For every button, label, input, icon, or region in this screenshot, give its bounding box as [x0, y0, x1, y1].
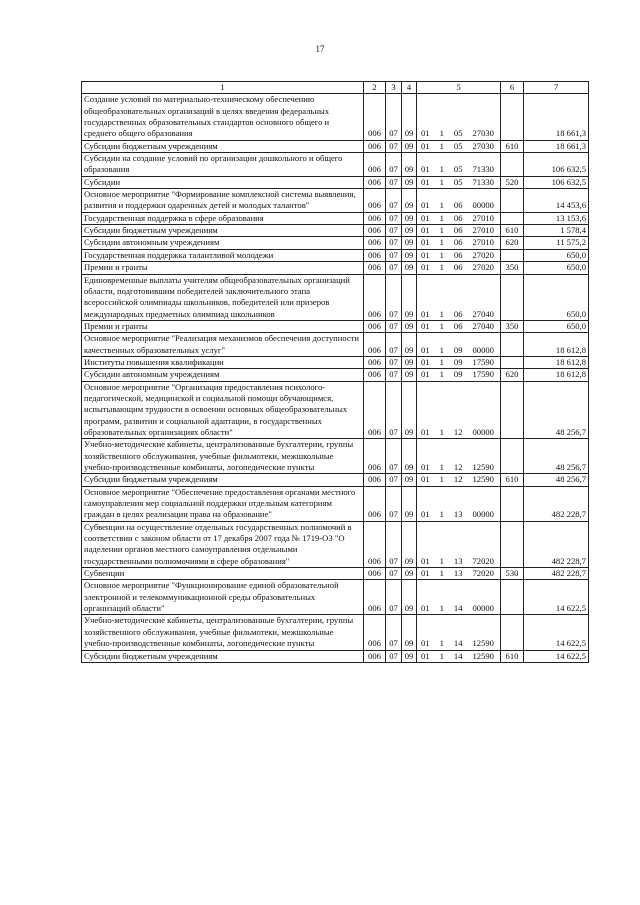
row-csr [417, 369, 501, 381]
csr-part: 14 [453, 638, 463, 649]
csr-part: 27030 [472, 140, 494, 151]
row-name: Субсидии автономным учреждениям [82, 369, 364, 381]
csr-part: 01 [421, 225, 430, 236]
row-code-4: 09 [402, 189, 417, 213]
row-code-4: 09 [402, 333, 417, 357]
csr-part: 27010 [472, 237, 494, 248]
row-name: Субсидии бюджетным учреждениям [82, 474, 364, 486]
row-name: Субсидии бюджетным учреждениям [82, 650, 364, 662]
row-code-2: 006 [364, 94, 386, 140]
row-sum: 650,0 [524, 262, 589, 274]
csr-part: 1 [439, 308, 444, 319]
row-code-4: 09 [402, 486, 417, 521]
row-name: Субвенции на осуществление отдельных государственных полномочий в соответствии с законом области от 17 декабря 2007 года № 1719-ОЗ "О наделении органов местного самоуправления отдельными государственными полномочиями в сфере образования" [82, 521, 364, 567]
row-code-2: 006 [364, 521, 386, 567]
row-sum: 18 612,8 [524, 369, 589, 381]
csr-part: 1 [439, 509, 444, 520]
row-code-2: 006 [364, 189, 386, 213]
csr-part: 1 [439, 638, 444, 649]
row-code-3: 07 [386, 94, 402, 140]
csr-part: 1 [439, 462, 444, 472]
csr-part: 71330 [472, 176, 494, 187]
header-cell: 5 [417, 82, 501, 94]
csr-part: 06 [453, 262, 463, 273]
csr-part: 00000 [472, 200, 494, 211]
table-row [82, 140, 589, 152]
csr-part: 27020 [472, 249, 494, 260]
table-row [82, 439, 589, 474]
csr-part: 1 [439, 225, 444, 236]
row-sum: 14 622,5 [524, 650, 589, 662]
row-code-4: 09 [402, 153, 417, 177]
row-code-4: 09 [402, 176, 417, 188]
row-csr [417, 615, 501, 650]
row-csr [417, 237, 501, 249]
row-code-4: 09 [402, 615, 417, 650]
csr-part: 27010 [472, 212, 494, 223]
row-name: Субвенции [82, 568, 364, 580]
row-vr [501, 580, 524, 615]
csr-part: 00000 [472, 344, 494, 355]
row-sum: 14 453,6 [524, 189, 589, 213]
table-row [82, 274, 589, 320]
row-sum: 14 622,5 [524, 580, 589, 615]
row-code-3: 07 [386, 356, 402, 368]
csr-part: 01 [421, 262, 430, 273]
csr-part: 06 [453, 237, 463, 248]
csr-part: 06 [453, 225, 463, 236]
row-sum: 18 612,8 [524, 356, 589, 368]
row-code-4: 09 [402, 237, 417, 249]
row-code-3: 07 [386, 274, 402, 320]
row-csr [417, 568, 501, 580]
csr-part: 01 [421, 509, 430, 520]
row-vr: 350 [501, 262, 524, 274]
row-name: Основное мероприятие "Формирование комплексной системы выявления, развития и поддержки одаренных детей и молодых талантов" [82, 189, 364, 213]
csr-part: 00000 [472, 426, 494, 437]
row-code-2: 006 [364, 650, 386, 662]
row-name: Институты повышения квалификации [82, 356, 364, 368]
csr-part: 09 [453, 356, 463, 367]
csr-part: 00000 [472, 603, 494, 614]
row-code-2: 006 [364, 381, 386, 439]
row-sum: 650,0 [524, 274, 589, 320]
row-code-3: 07 [386, 580, 402, 615]
csr-part: 1 [439, 249, 444, 260]
row-name: Основное мероприятие "Организация предоставления психолого-педагогической, медицинской и социальной помощи обучающимся, испытывающим трудности в освоении основных общеобразовательных программ, развитии и социальной адаптации, в государственных образовательных организациях области" [82, 381, 364, 439]
csr-part: 72020 [472, 568, 494, 579]
row-vr: 350 [501, 320, 524, 332]
row-code-3: 07 [386, 381, 402, 439]
row-code-4: 09 [402, 212, 417, 224]
table-row [82, 225, 589, 237]
row-code-2: 006 [364, 153, 386, 177]
row-code-4: 09 [402, 439, 417, 474]
csr-part: 1 [439, 128, 444, 139]
budget-table [81, 81, 589, 663]
row-csr [417, 274, 501, 320]
row-code-4: 09 [402, 568, 417, 580]
csr-part: 01 [421, 369, 430, 380]
row-vr [501, 153, 524, 177]
row-vr [501, 486, 524, 521]
row-csr [417, 249, 501, 261]
row-name: Основное мероприятие "Функционирование единой образовательной электронной и телекоммуникационной среды образовательных организаций области" [82, 580, 364, 615]
table-row [82, 381, 589, 439]
row-code-3: 07 [386, 140, 402, 152]
csr-part: 09 [453, 344, 463, 355]
csr-part: 09 [453, 369, 463, 380]
row-code-3: 07 [386, 249, 402, 261]
row-name: Государственная поддержка талантливой молодежи [82, 249, 364, 261]
csr-part: 1 [439, 262, 444, 273]
row-code-4: 09 [402, 262, 417, 274]
row-vr [501, 249, 524, 261]
csr-part: 12590 [472, 650, 494, 661]
table-row [82, 333, 589, 357]
csr-part: 12590 [472, 462, 494, 472]
row-code-3: 07 [386, 262, 402, 274]
csr-part: 01 [421, 650, 430, 661]
csr-part: 12 [453, 462, 463, 472]
csr-part: 01 [421, 344, 430, 355]
row-code-2: 006 [364, 320, 386, 332]
row-code-2: 006 [364, 333, 386, 357]
row-vr [501, 439, 524, 474]
header-cell: 6 [501, 82, 524, 94]
csr-part: 06 [453, 200, 463, 211]
csr-part: 00000 [472, 509, 494, 520]
table-row [82, 249, 589, 261]
row-code-3: 07 [386, 212, 402, 224]
csr-part: 1 [439, 426, 444, 437]
csr-part: 71330 [472, 164, 494, 175]
row-vr: 610 [501, 140, 524, 152]
row-vr: 530 [501, 568, 524, 580]
csr-part: 27010 [472, 225, 494, 236]
csr-part: 17590 [472, 356, 494, 367]
csr-part: 06 [453, 249, 463, 260]
header-cell: 2 [364, 82, 386, 94]
row-vr [501, 212, 524, 224]
row-code-3: 07 [386, 521, 402, 567]
table-row [82, 474, 589, 486]
header-cell: 3 [386, 82, 402, 94]
csr-part: 06 [453, 308, 463, 319]
row-name: Премии и гранты [82, 320, 364, 332]
csr-part: 01 [421, 128, 430, 139]
row-code-4: 09 [402, 474, 417, 486]
csr-part: 01 [421, 474, 430, 485]
csr-part: 05 [453, 164, 463, 175]
row-vr: 620 [501, 369, 524, 381]
row-code-2: 006 [364, 615, 386, 650]
row-csr [417, 650, 501, 662]
row-code-3: 07 [386, 474, 402, 486]
table-row [82, 615, 589, 650]
table-row [82, 486, 589, 521]
csr-part: 1 [439, 237, 444, 248]
csr-part: 1 [439, 555, 444, 566]
row-csr [417, 439, 501, 474]
row-code-4: 09 [402, 274, 417, 320]
row-code-4: 09 [402, 94, 417, 140]
row-name: Субсидии [82, 176, 364, 188]
row-sum: 18 612,8 [524, 333, 589, 357]
csr-part: 06 [453, 320, 463, 331]
row-sum: 482 228,7 [524, 568, 589, 580]
table-row [82, 94, 589, 140]
csr-part: 1 [439, 356, 444, 367]
row-sum: 650,0 [524, 249, 589, 261]
row-vr: 620 [501, 237, 524, 249]
row-vr: 610 [501, 650, 524, 662]
csr-part: 1 [439, 164, 444, 175]
csr-part: 01 [421, 555, 430, 566]
csr-part: 01 [421, 237, 430, 248]
row-code-2: 006 [364, 274, 386, 320]
row-code-3: 07 [386, 237, 402, 249]
row-code-3: 07 [386, 486, 402, 521]
row-name: Субсидии бюджетным учреждениям [82, 140, 364, 152]
row-vr [501, 333, 524, 357]
row-code-3: 07 [386, 225, 402, 237]
csr-part: 01 [421, 603, 430, 614]
header-cell: 1 [82, 82, 364, 94]
row-csr [417, 521, 501, 567]
row-sum: 48 256,7 [524, 381, 589, 439]
row-sum: 48 256,7 [524, 439, 589, 474]
row-csr [417, 189, 501, 213]
row-code-3: 07 [386, 439, 402, 474]
csr-part: 1 [439, 603, 444, 614]
csr-part: 05 [453, 140, 463, 151]
header-cell: 7 [524, 82, 589, 94]
csr-part: 27040 [472, 308, 494, 319]
row-code-2: 006 [364, 212, 386, 224]
csr-part: 01 [421, 356, 430, 367]
table-row [82, 356, 589, 368]
csr-part: 01 [421, 426, 430, 437]
header-row [82, 82, 589, 94]
row-vr: 520 [501, 176, 524, 188]
row-sum: 14 622,5 [524, 615, 589, 650]
row-code-2: 006 [364, 439, 386, 474]
row-vr: 610 [501, 225, 524, 237]
row-vr [501, 189, 524, 213]
table-row [82, 212, 589, 224]
csr-part: 1 [439, 369, 444, 380]
row-code-2: 006 [364, 262, 386, 274]
row-vr: 610 [501, 474, 524, 486]
row-csr [417, 320, 501, 332]
table-row [82, 521, 589, 567]
row-vr [501, 521, 524, 567]
table-row [82, 580, 589, 615]
row-code-4: 09 [402, 521, 417, 567]
table-row [82, 176, 589, 188]
table-row [82, 320, 589, 332]
csr-part: 1 [439, 200, 444, 211]
csr-part: 01 [421, 140, 430, 151]
row-sum: 18 661,3 [524, 94, 589, 140]
row-csr [417, 140, 501, 152]
table-row [82, 369, 589, 381]
row-sum: 482 228,7 [524, 486, 589, 521]
csr-part: 01 [421, 212, 430, 223]
row-code-4: 09 [402, 650, 417, 662]
row-code-2: 006 [364, 356, 386, 368]
csr-part: 1 [439, 320, 444, 331]
row-csr [417, 486, 501, 521]
table-row [82, 237, 589, 249]
table-row [82, 568, 589, 580]
row-code-4: 09 [402, 320, 417, 332]
row-vr [501, 615, 524, 650]
row-csr [417, 580, 501, 615]
row-code-2: 006 [364, 486, 386, 521]
row-vr [501, 94, 524, 140]
row-code-2: 006 [364, 568, 386, 580]
table-row [82, 262, 589, 274]
csr-part: 01 [421, 568, 430, 579]
csr-part: 27030 [472, 128, 494, 139]
row-name: Премии и гранты [82, 262, 364, 274]
row-name: Единовременные выплаты учителям общеобразовательных организаций области, подготовившим победителей заключительного этапа всероссийской олимпиады школьников, победителей или призеров международных предметных олимпиад школьников [82, 274, 364, 320]
row-sum: 482 228,7 [524, 521, 589, 567]
row-sum: 11 575,2 [524, 237, 589, 249]
row-code-3: 07 [386, 615, 402, 650]
page-number: 17 [315, 44, 325, 54]
csr-part: 1 [439, 474, 444, 485]
csr-part: 27020 [472, 262, 494, 273]
row-code-3: 07 [386, 568, 402, 580]
csr-part: 12590 [472, 474, 494, 485]
header-cell: 4 [402, 82, 417, 94]
table-row [82, 650, 589, 662]
row-vr [501, 381, 524, 439]
row-code-3: 07 [386, 320, 402, 332]
row-code-3: 07 [386, 189, 402, 213]
csr-part: 01 [421, 308, 430, 319]
row-code-2: 006 [364, 369, 386, 381]
csr-part: 01 [421, 176, 430, 187]
csr-part: 1 [439, 568, 444, 579]
row-sum: 106 632,5 [524, 176, 589, 188]
row-code-4: 09 [402, 580, 417, 615]
row-csr [417, 153, 501, 177]
csr-part: 06 [453, 212, 463, 223]
csr-part: 1 [439, 344, 444, 355]
row-code-3: 07 [386, 333, 402, 357]
table-row [82, 189, 589, 213]
row-name: Субсидии на создание условий по организации дошкольного и общего образования [82, 153, 364, 177]
row-sum: 1 578,4 [524, 225, 589, 237]
row-code-4: 09 [402, 225, 417, 237]
row-csr [417, 262, 501, 274]
row-csr [417, 176, 501, 188]
row-csr [417, 333, 501, 357]
row-vr [501, 274, 524, 320]
csr-part: 72020 [472, 555, 494, 566]
csr-part: 1 [439, 650, 444, 661]
table-body [82, 94, 589, 663]
csr-part: 01 [421, 462, 430, 472]
row-code-3: 07 [386, 369, 402, 381]
row-name: Государственная поддержка в сфере образования [82, 212, 364, 224]
row-sum: 650,0 [524, 320, 589, 332]
csr-part: 01 [421, 320, 430, 331]
row-code-3: 07 [386, 153, 402, 177]
csr-part: 14 [453, 603, 463, 614]
row-sum: 18 661,3 [524, 140, 589, 152]
csr-part: 05 [453, 176, 463, 187]
row-code-2: 006 [364, 225, 386, 237]
row-code-4: 09 [402, 356, 417, 368]
csr-part: 13 [453, 509, 463, 520]
csr-part: 1 [439, 140, 444, 151]
row-sum: 48 256,7 [524, 474, 589, 486]
row-code-2: 006 [364, 580, 386, 615]
row-name: Учебно-методические кабинеты, централизованные бухгалтерии, группы хозяйственного обслуживания, учебные фильмотеки, межшкольные учебно-производственные комбинаты, логопедические пункты [82, 439, 364, 474]
row-csr [417, 94, 501, 140]
row-sum: 106 632,5 [524, 153, 589, 177]
csr-part: 12 [453, 474, 463, 485]
row-name: Субсидии автономным учреждениям [82, 237, 364, 249]
row-csr [417, 474, 501, 486]
row-csr [417, 381, 501, 439]
row-csr [417, 356, 501, 368]
row-code-2: 006 [364, 176, 386, 188]
csr-part: 1 [439, 212, 444, 223]
row-code-2: 006 [364, 237, 386, 249]
csr-part: 13 [453, 555, 463, 566]
row-code-3: 07 [386, 650, 402, 662]
table-row [82, 153, 589, 177]
csr-part: 17590 [472, 369, 494, 380]
row-name: Основное мероприятие "Реализация механизмов обеспечения доступности качественных образовательных услуг" [82, 333, 364, 357]
row-code-2: 006 [364, 140, 386, 152]
csr-part: 27040 [472, 320, 494, 331]
csr-part: 01 [421, 249, 430, 260]
row-name: Создание условий по материально-техническому обеспечению общеобразовательных организаций в целях введения федеральных государственных образовательных стандартов основного общего и среднего общего образования [82, 94, 364, 140]
csr-part: 05 [453, 128, 463, 139]
row-code-4: 09 [402, 381, 417, 439]
csr-part: 01 [421, 200, 430, 211]
csr-part: 14 [453, 650, 463, 661]
csr-part: 1 [439, 176, 444, 187]
row-vr [501, 356, 524, 368]
row-code-4: 09 [402, 140, 417, 152]
row-name: Основное мероприятие "Обеспечение предоставления органами местного самоуправления мер социальной поддержки отдельным категориям граждан в целях реализации права на образование" [82, 486, 364, 521]
row-code-2: 006 [364, 474, 386, 486]
csr-part: 01 [421, 164, 430, 175]
row-csr [417, 212, 501, 224]
csr-part: 12 [453, 426, 463, 437]
row-code-4: 09 [402, 369, 417, 381]
row-name: Учебно-методические кабинеты, централизованные бухгалтерии, группы хозяйственного обслуживания, учебные фильмотеки, межшкольные учебно-производственные комбинаты, логопедические пункты [82, 615, 364, 650]
row-code-4: 09 [402, 249, 417, 261]
row-code-2: 006 [364, 249, 386, 261]
row-sum: 13 153,6 [524, 212, 589, 224]
csr-part: 13 [453, 568, 463, 579]
row-code-3: 07 [386, 176, 402, 188]
row-csr [417, 225, 501, 237]
csr-part: 12590 [472, 638, 494, 649]
csr-part: 01 [421, 638, 430, 649]
row-name: Субсидии бюджетным учреждениям [82, 225, 364, 237]
